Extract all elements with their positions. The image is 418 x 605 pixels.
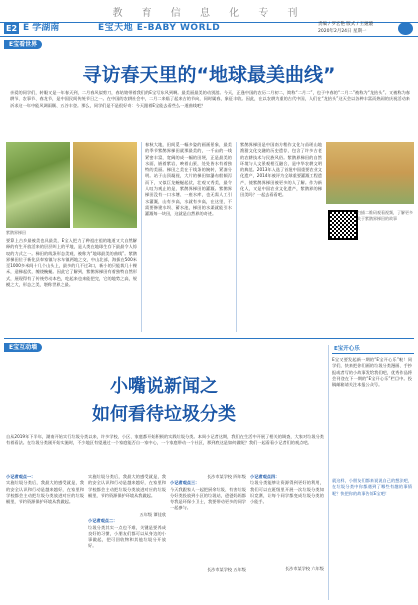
seal-logo-icon (398, 22, 413, 35)
reporter-text: 垃圾分类能够让资源得到更好的利用，我们可以在班级里开展一次垃圾分类知识竞赛，让每个同学都变成垃圾分类的小能手。 (250, 480, 324, 505)
reporter-text: 实施垃圾分类后，我最大的感受就是，我的安全认识和行动是越来越好，在家里和学校都会主动把垃圾分类放进对应的垃圾桶里，节约资源保护环境从我做起。 (6, 480, 84, 505)
date-line: 2020年2月24日 星期一 (318, 28, 367, 34)
column-title: E宝天地 E-BABY WORLD (98, 23, 221, 33)
reporter-column-1 (6, 474, 84, 604)
top-lead: 亲爱的同学们，转眼又是一年春天到，二月春风似剪刀，春姑娘带着我们的E宝写东风到啊。最美丽最美的动别游。今天，正逢中国的农历二月初二，简称“二月二”，也于中春的“二月二”被称为“龙抬头”。又被称为春耕节、农事节、春龙节，是中国民间传统节日之一。在中国的农耕社会中，二月二来临了起来古的节向，同时属春，象征丰收。因此，在以农耕为重的古代中国，人们在“龙抬头”这天会以各种丰富而热闹的庆祝活动来祈求这一年中能风调雨顺、五谷丰登。那么，同学们是不是很好奇：今天跟着E宝能去看些么一道曲线吧？ (10, 90, 410, 108)
reporter-title: 小记者观点三： (170, 480, 200, 486)
editor-line: 责编 / 罗宏艳 版式 / 王娅璇 (318, 22, 374, 27)
side-text: E宝又要发起新一期的“E宝开心乐”啦！同学们，快来把你们画的垃圾分类漫画、手抄报或者写的小故事发给我们吧，优秀作品将会刊登在下一期的“E宝开心乐”栏目中。投稿邮箱请关注本报公众号。 (332, 357, 412, 388)
column-divider (141, 142, 142, 332)
section-label-bottom: E宝互动墙 (4, 343, 42, 352)
page-number: E2 (5, 24, 18, 33)
reporter-sign: 五年级 谭佳欣 (139, 512, 166, 517)
top-headline: 寻访春天里的“地球最美曲线” (82, 64, 336, 86)
qr-caption: 扫描二维码观看视频，了解更多关于紫鹊界梯田的故事 (357, 210, 413, 221)
reporter-sign: 长沙市某学校 五年级 (206, 566, 246, 572)
section-divider (4, 338, 414, 339)
masthead: 教 育 信 息 化 专 刊 (112, 8, 306, 19)
terrace-photo-mid (73, 142, 137, 228)
reporter-title: 小记者观点二： (88, 518, 118, 524)
top-body-left: 要算上古乡最被美也具最美，E宝入把力了种祖庄祖的地道又大自然解释的有生开放活来的层层叫上的平地，是人类在地球生存下最最令人惊叹的力式之一。梯田的线条形态美观，被称为“地球最美的曲线”。紫鹊界梯田位于新化县奉家镇与水车镇两地之交，中山北部，海拔在500米至1000多米间十几个山头上，最多的几不过3口，新小的只能裁几十棵禾，造梯起伏，缠绕蜿蜒。因此它了解到，紫鹊界梯田有着独特自然形式，展现得有了传统劳动本色，吃起来也来能把完，它的地势之高，规模之大，形态之美，堪称世界之最。 (6, 238, 137, 288)
reporter-sign: 长沙市某学校 六年级 (284, 566, 324, 572)
reporter-column-4 (250, 474, 324, 604)
terrace-photo-left (6, 142, 70, 228)
reporter-title: 小记者观点四： (250, 474, 280, 479)
reporter-title: 小记者观点一： (6, 474, 36, 479)
reporter-column-2 (88, 474, 166, 604)
reporter-column-3 (170, 474, 246, 604)
top-body-right: 紫鹊界梯田是中国南方稻作文化与苗瑶山地渔猎文化交融的历史遗存，包含了许多古老的农耕技术与民族风俗。紫鹊界梯田的自然环境与人文景观相互融合，是中华农耕文明的典范。2013年入选了首批中国重要农业文化遗产，2014年被评为全球重要灌溉工程遗产，使紫鹊界梯田被更多的人了解。作为新化人，又是中国农业文化遗产，紫鹊界的梯田美吗？一起去看看吧。 (240, 142, 322, 198)
reporter-text: 今天我跟家人一起把厨余垃圾、有害垃圾分好类投放到小区的垃圾站，爸爸妈妈都夸我是环保小卫士，我要带动更多的同学一起参与。 (170, 486, 246, 511)
reporter-sign: 长沙市某学校 四年级 (206, 474, 246, 479)
side-text-2: 就这样，小朋友们都来说说自己的想法吧，在垃圾分类中你都遇到了哪些有趣的事情呢？快把你的故事告诉E宝吧！ (332, 478, 412, 496)
top-body-mid: 春秋大地，田间觅一幅多姿的画画景象，最美的季节紫鹊界梯田就那最美的，一千亩的一线紧密丰富，宽阔的成一幅的田埂，正是最美的水面，嵌着紫岩，映着山景，处处皆水有着独特的美丽。梯田之美在于线条的婉转，紧凑分明。站于山顶凝视，大片的梯田如瀑布般倾泻而下，又似巨龙蜿蜒起伏，壮观又秀美，最令人叹为观止的是，紫鹊界梯田的灌溉。紫鹊界梯田没有一口水塘、一座水库，也无需人工引水灌溉，山有多高，水就有多高，在这里，不需要修建水坝、蓄水池，梯田的水渠就能引水灌溉每一块田，这就是自然界的奇迹。 (145, 142, 232, 217)
qr-code-icon (328, 210, 358, 240)
photo-caption: 紫鹊界梯田 (6, 230, 26, 235)
edition-title: E 学湖南 (23, 23, 60, 33)
section-label-top: E宝看世界 (4, 40, 42, 49)
column-divider (236, 142, 237, 332)
editor-info (318, 22, 394, 35)
side-label: E宝开心乐 (332, 345, 414, 354)
reporter-text: 垃圾分类其实一点也不难，关键是要养成良好的习惯，小朋友们都可以从身边的小事做起，把可回收物和其他垃圾分开放好。 (88, 524, 166, 549)
terrace-photo-right (326, 142, 414, 204)
column-divider (328, 345, 329, 600)
bottom-headline-1: 小嘴说新闻之 (110, 376, 218, 397)
bottom-headline-2: 如何看待垃圾分类 (92, 404, 236, 425)
bottom-lead: 自从2019年下半年，湖南开始实行垃圾分类以来，许多学校、小区、家庭都开始积极的实践垃圾分类。本周小记者这期，我们在生活中开展了相关的调查，大家对垃圾分类有着看法。在垃圾分类刚开始实施时，不少地区有望通过一个家庭能否自一家中心，一个家庭带动一个社区，那到底这是如何做呢？我们一起看看小记者们的观点吧。 (6, 434, 324, 446)
reporter-text-cont: 实施垃圾分类后，我最大的感受就是，我的安全认识和行动是越来越好，在家里和学校都会主动把垃圾分类放进对应的垃圾桶里，节约资源保护环境从我做起。 (88, 474, 166, 498)
